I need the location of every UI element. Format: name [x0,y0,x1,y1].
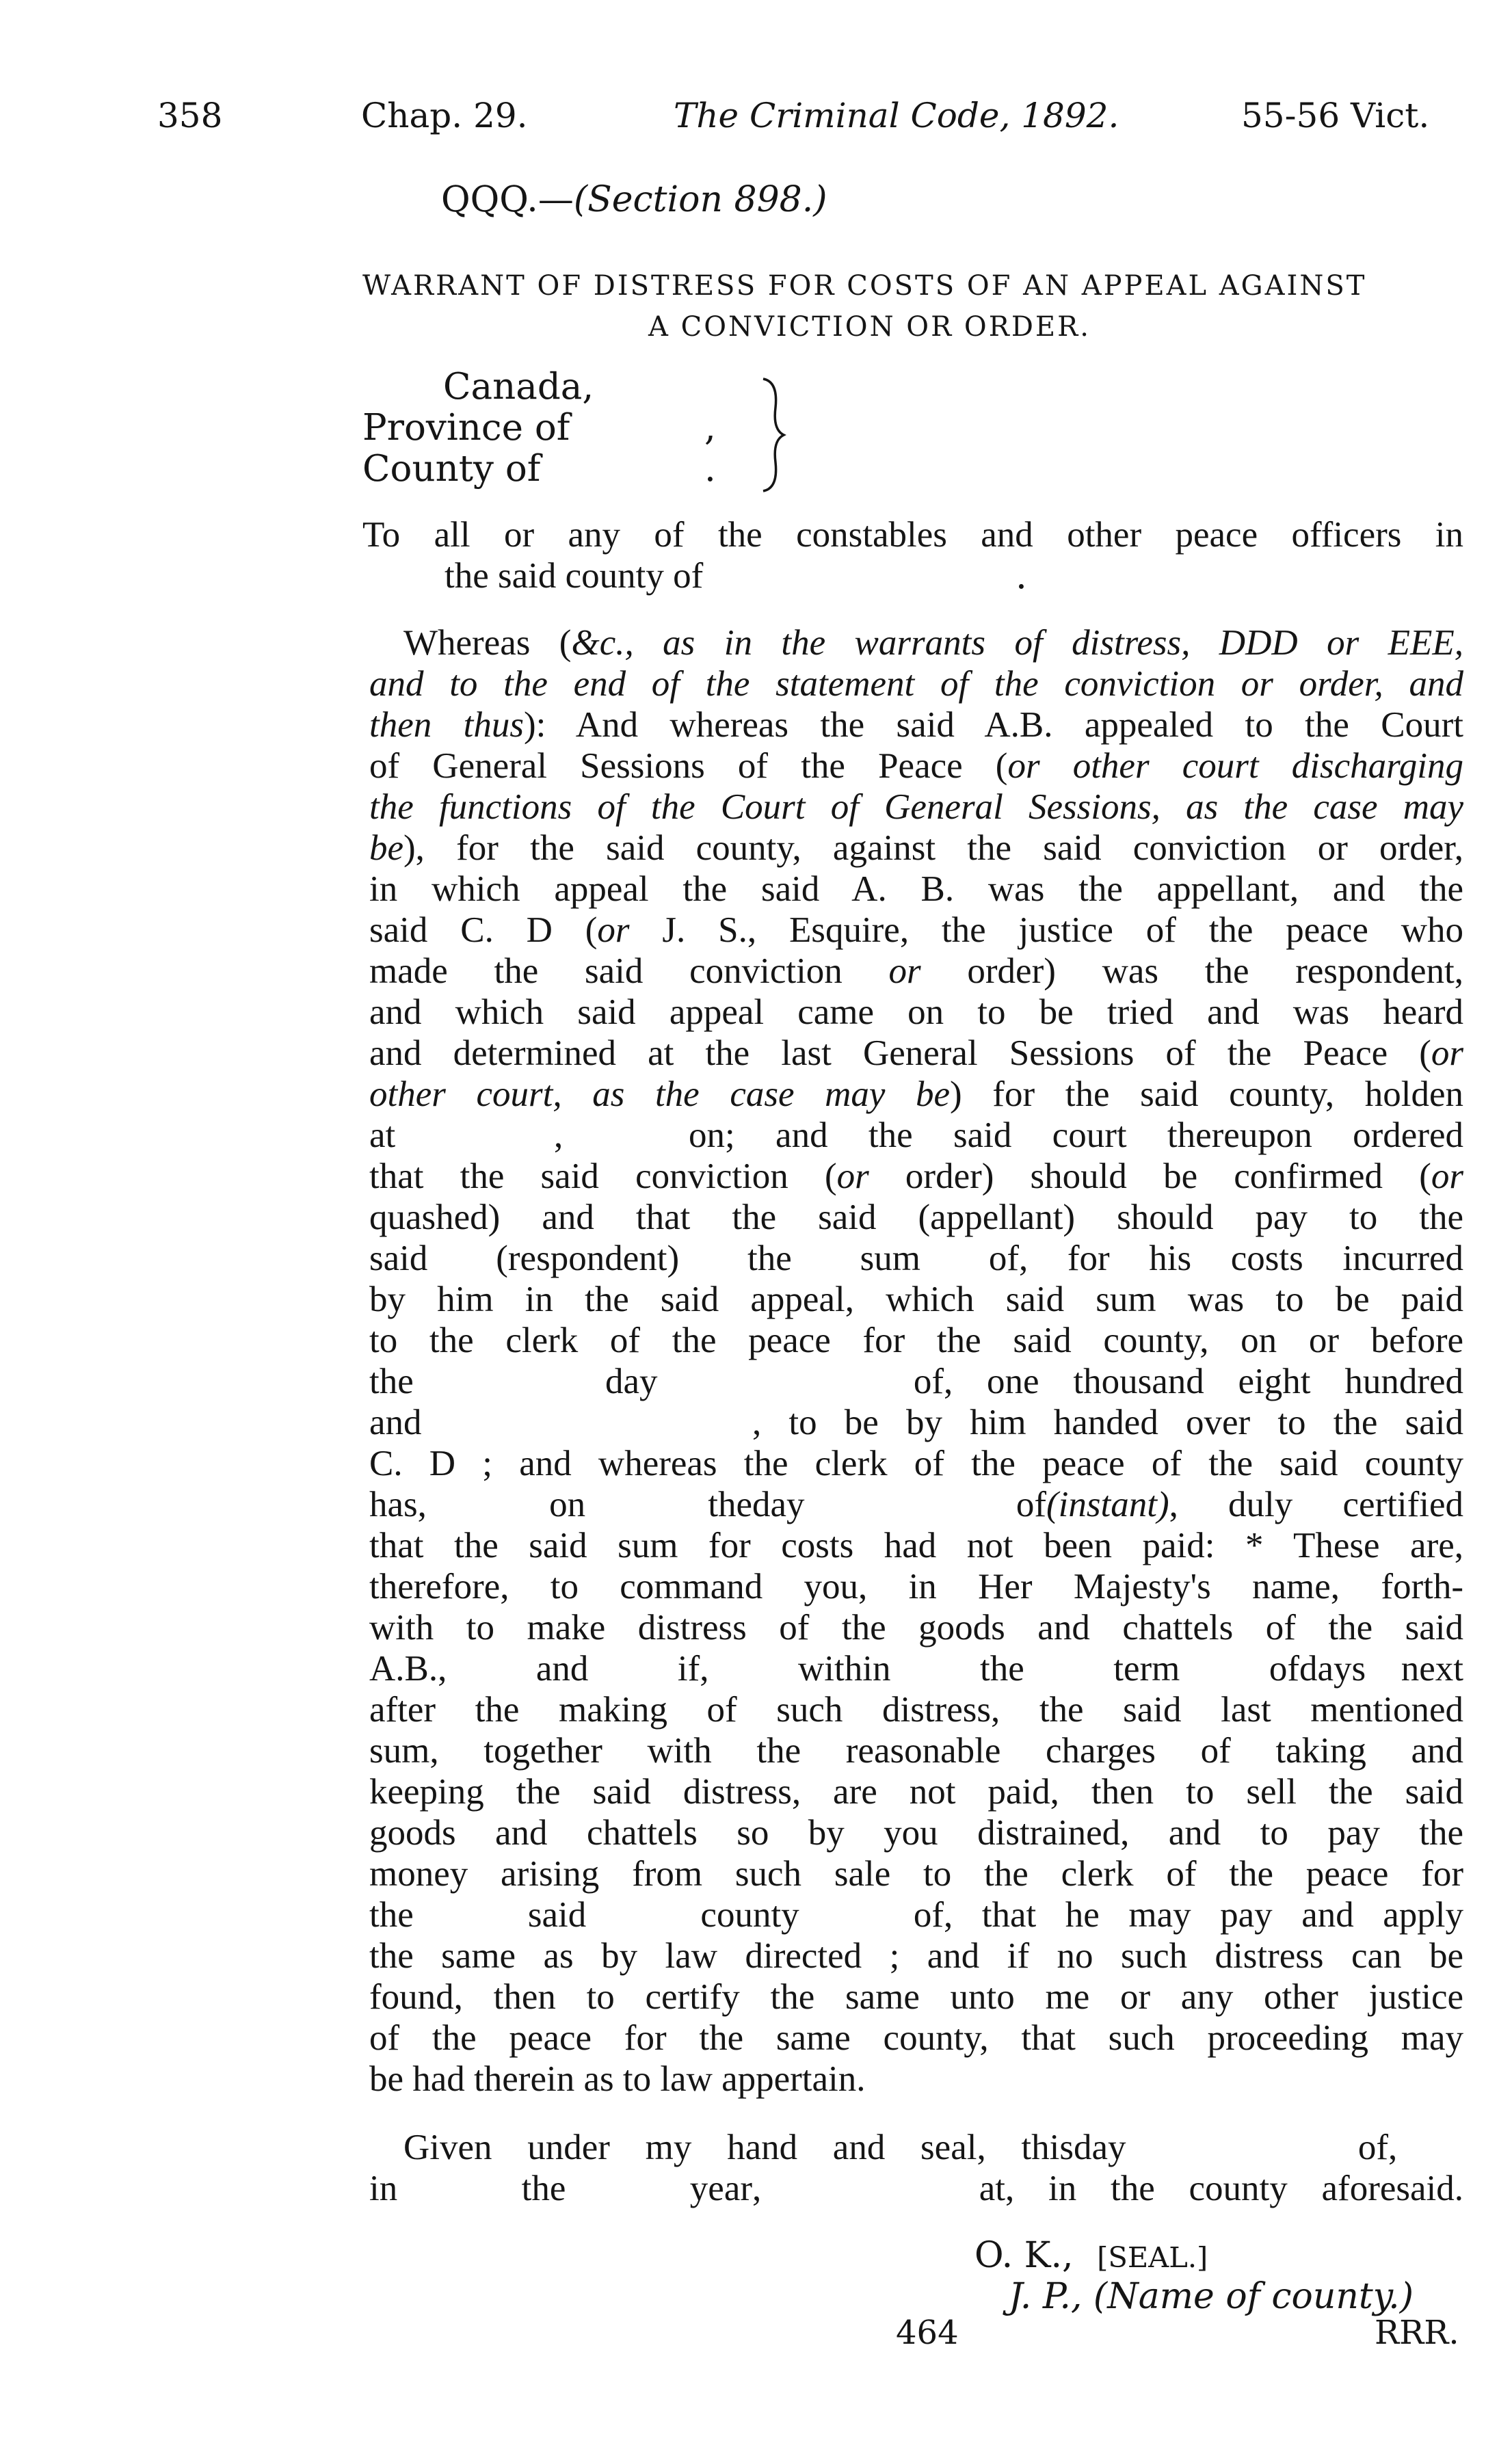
body-line-20: and , to be by him handed over to the said [369,1403,1463,1442]
body-line-12: other court, as the case may be) for the said county, holden [369,1074,1463,1114]
body-line-11: and determined at the last General Sessions of the Peace (or [369,1033,1463,1073]
body-line-26: A.B., and if, within the term ofdays next [369,1649,1463,1689]
body-line-36: be had therein as to law appertain. [369,2059,866,2099]
body-line-24: therefore, to command you, in Her Majesty's name, forth- [369,1567,1463,1606]
body-line-4: of General Sessions of the Peace (or other court discharging [369,746,1463,786]
body-line-30: goods and chattels so by you distrained, and to pay the [369,1813,1463,1853]
body-line-17: by him in the said appeal, which said sum was to be paid [369,1280,1463,1319]
address-line-1: To all or any of the constables and other peace officers in [362,515,1463,555]
venue-province: Province of [362,407,570,449]
body-line-28: sum, together with the reasonable charges of taking and [369,1731,1463,1771]
body-line-33: the same as by law directed ; and if no such distress can be [369,1936,1463,1976]
body-line-9: made the said conviction or order) was the respondent, [369,951,1464,991]
body-line-10: and which said appeal came on to be tried and was heard [369,992,1463,1032]
venue-county: County of [362,448,541,490]
body-line-31: money arising from such sale to the clerk of the peace for [369,1854,1463,1894]
body-line-2: and to the end of the statement of the conviction or order, and [369,664,1463,704]
body-line-25: with to make distress of the goods and chattels of the said [369,1608,1463,1648]
signature-mark: RRR. [1375,2314,1459,2352]
body-line-29: keeping the said distress, are not paid, then to sell the said [369,1772,1463,1812]
address-line-2: the said county of [445,556,704,596]
section-reference: (Section 898.) [573,179,827,220]
form-title-line-1: WARRANT OF DISTRESS FOR COSTS OF AN APPEAL AGAINST [362,270,1367,302]
body-line-35: of the peace for the same county, that such proceeding may [369,2018,1463,2058]
signature-block [974,2235,1208,2276]
body-line-23: that the said sum for costs had not been paid: * These are, [369,1526,1463,1565]
venue-brace [759,375,786,494]
sheet-number: 464 [896,2314,959,2352]
body-line-7: in which appeal the said A. B. was the appellant, and the [369,869,1463,909]
venue-county-punct: . [704,448,716,490]
body-line-21: C. D ; and whereas the clerk of the peace of the said county [369,1444,1463,1483]
body-line-6: be), for the said county, against the said conviction or order, [369,828,1463,868]
venue-canada: Canada, [443,366,594,408]
running-title: The Criminal Code, 1892. [674,96,1119,135]
form-letter: QQQ.— [441,179,574,220]
body-line-5: the functions of the Court of General Sessions, as the case may [369,787,1463,827]
body-line-1: Whereas (&c., as in the warrants of distress, DDD or EEE, [403,623,1464,663]
body-line-22: has, on theday of(instant), duly certified [369,1485,1463,1524]
regnal-year: 55-56 Vict. [1241,96,1430,135]
body-line-19: the day of, one thousand eight hundred [369,1362,1463,1401]
justice-initials: O. K., [974,2235,1074,2276]
seal-mark: [SEAL.] [1097,2240,1208,2274]
body-line-14: that the said conviction (or order) should be confirmed (or [369,1156,1463,1196]
given-line-2: in the year, at, in the county aforesaid. [369,2169,1463,2208]
body-line-8: said C. D (or J. S., Esquire, the justice of the peace who [369,910,1463,950]
body-line-16: said (respondent) the sum of, for his costs incurred [369,1239,1463,1278]
body-line-32: the said county of, that he may pay and apply [369,1895,1463,1935]
page-number: 358 [157,96,223,135]
address-line-2-punct: . [1016,555,1027,597]
justice-of-peace: J. P., [1009,2276,1083,2317]
body-line-34: found, then to certify the same unto me or any other justice [369,1977,1463,2017]
body-line-13: at , on; and the said court thereupon ordered [369,1115,1463,1155]
form-title-line-2: A CONVICTION OR ORDER. [648,311,1091,343]
given-line-1: Given under my hand and seal, thisday of, [403,2128,1398,2167]
county-name-placeholder: (Name of county.) [1093,2276,1414,2317]
body-line-15: quashed) and that the said (appellant) should pay to the [369,1198,1463,1237]
body-line-18: to the clerk of the peace for the said county, on or before [369,1321,1463,1360]
body-line-3: then thus): And whereas the said A.B. appealed to the Court [369,705,1463,745]
chapter-reference: Chap. 29. [361,96,528,135]
body-line-27: after the making of such distress, the said last mentioned [369,1690,1463,1730]
justice-title [1009,2276,1414,2317]
venue-province-punct: , [704,407,716,449]
form-heading [441,179,827,220]
